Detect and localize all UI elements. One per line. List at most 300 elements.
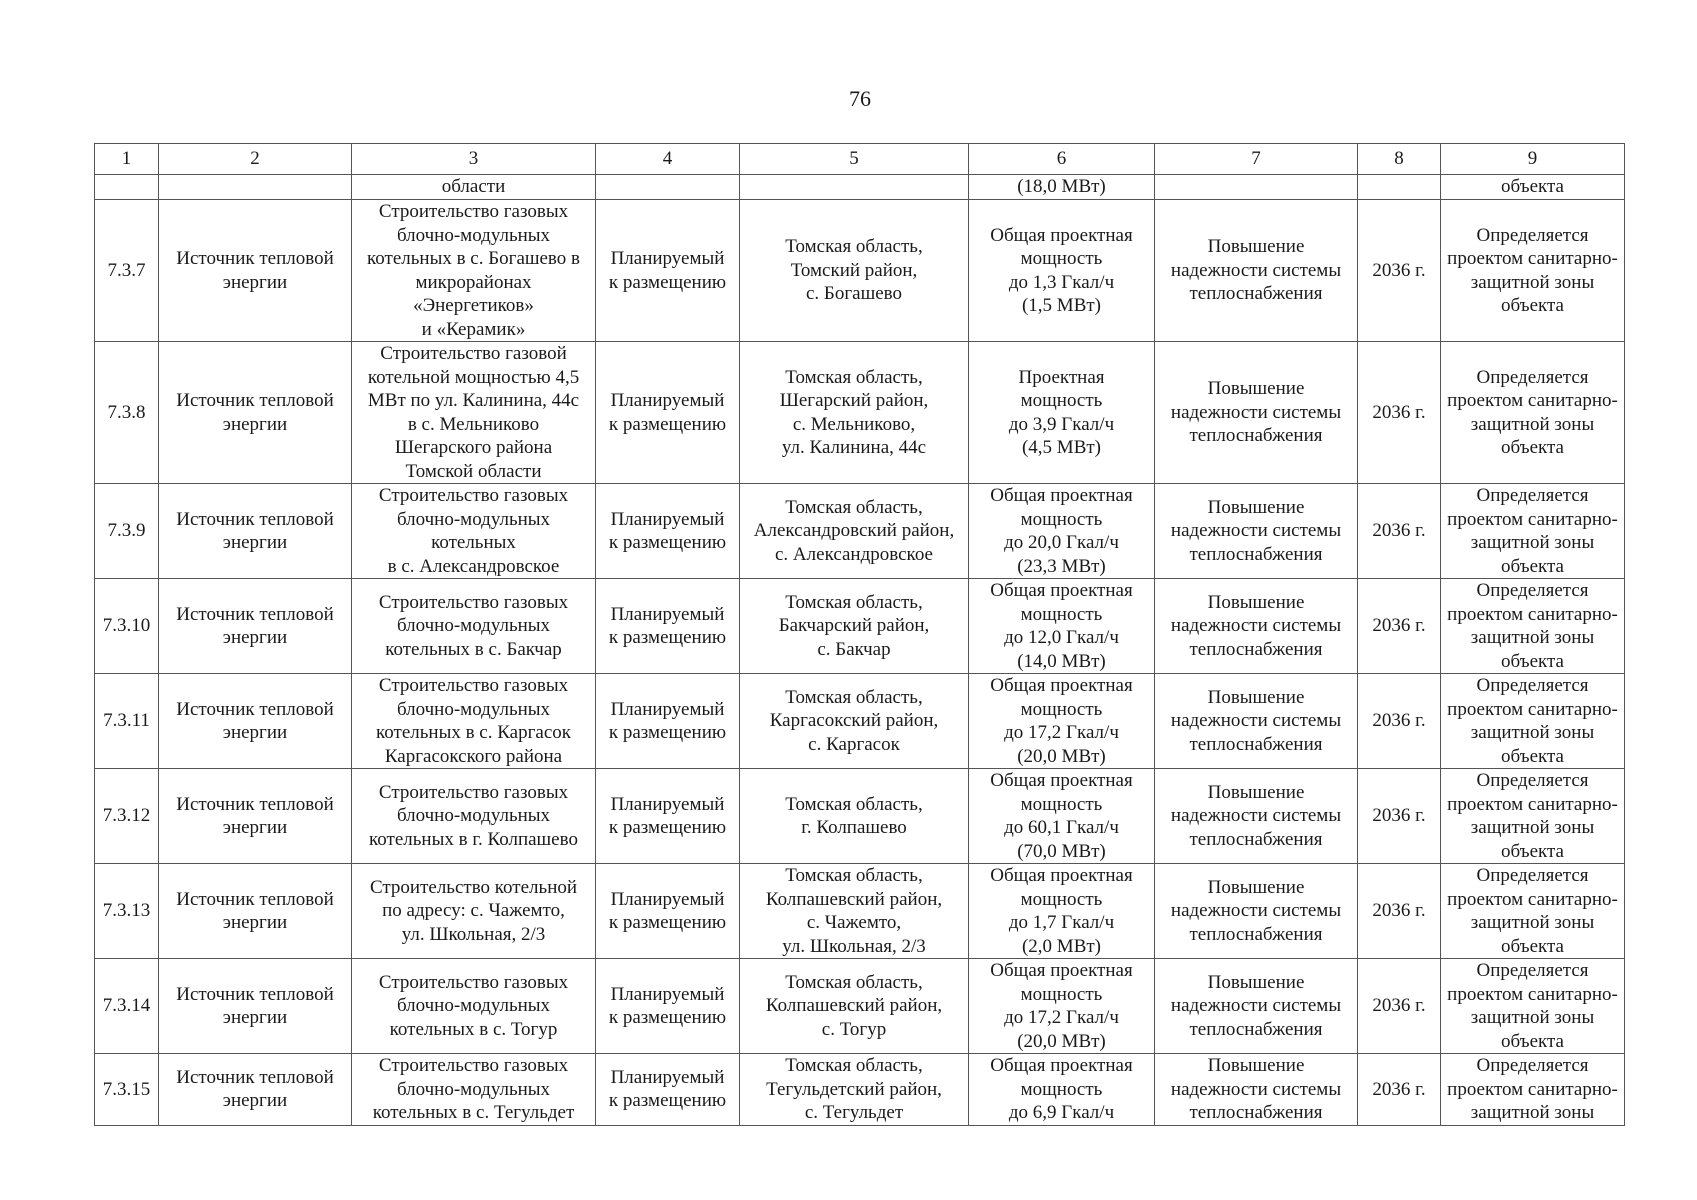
cell-text-line: ул. Школьная, 2/3 <box>782 935 926 957</box>
cell-text-line: Повышение <box>1207 686 1305 708</box>
cell-text-line: 2036 г. <box>1372 520 1426 542</box>
cell-text-line: Повышение <box>1207 591 1305 613</box>
zone-cell <box>1441 1054 1625 1126</box>
cell-text-line: Проектная <box>1018 366 1105 388</box>
table-body <box>95 144 1625 1126</box>
cell-text-line: проектом санитарно- <box>1447 698 1618 720</box>
cell-text-line: Планируемый <box>610 390 725 411</box>
cell-text-line: энергии <box>222 627 288 648</box>
cell-text-line: Повышение <box>1207 236 1305 258</box>
cell-text-line: Общая проектная <box>990 580 1133 601</box>
continuation-cell: области <box>352 175 596 200</box>
cell-text-line: Томской области <box>405 460 542 482</box>
cell-text-line: защитной зоны <box>1470 912 1595 933</box>
cell-text-line: котельных в с. Каргасок <box>376 722 571 743</box>
cell-text-line: до 17,2 Гкал/ч <box>1004 1007 1119 1028</box>
status-cell <box>596 769 740 864</box>
cell-text-line: с. Тегульдет <box>804 1102 904 1123</box>
cell-text-line: мощность <box>1020 698 1103 720</box>
cell-text-line: Источник тепловой <box>176 248 334 269</box>
cell-text-line: проектом санитарно- <box>1447 793 1618 815</box>
cell-text-line: котельных в с. Бакчар <box>385 638 562 660</box>
column-number-cell: 1 <box>95 144 159 175</box>
object-name-cell <box>352 864 596 959</box>
cell-text-line: Строительство газовых <box>378 201 569 222</box>
cell-text-line: Источник тепловой <box>176 508 334 530</box>
zone-cell <box>1441 579 1625 674</box>
cell-text-line: Общая проектная <box>990 865 1133 886</box>
cell-text-line: теплоснабжения <box>1189 638 1323 660</box>
cell-text-line: к размещению <box>608 413 727 435</box>
cell-text-line: Повышение <box>1207 971 1305 993</box>
location-cell <box>740 864 969 959</box>
cell-text-line: до 3,9 Гкал/ч <box>1008 413 1115 435</box>
status-cell <box>596 579 740 674</box>
cell-text-line: проектом санитарно- <box>1447 508 1618 530</box>
row-number-cell <box>95 1054 159 1126</box>
cell-text-line: Источник тепловой <box>176 888 334 910</box>
object-name-cell <box>352 769 596 864</box>
cell-text-line: Определяется <box>1476 770 1589 791</box>
purpose-cell <box>1155 1054 1358 1126</box>
cell-text-line: надежности системы <box>1170 401 1342 423</box>
cell-text-line: с. Богашево <box>806 283 902 305</box>
cell-text-line: Строительство газовых <box>378 971 569 993</box>
cell-text-line: энергии <box>222 271 288 293</box>
cell-text-line: до 12,0 Гкал/ч <box>1004 627 1119 648</box>
object-name-cell <box>352 959 596 1054</box>
cell-text-line: надежности системы <box>1170 520 1342 542</box>
row-number-cell <box>95 579 159 674</box>
cell-text-line: с. Каргасок <box>808 733 900 755</box>
capacity-cell <box>969 484 1155 579</box>
cell-text-line: мощность <box>1020 793 1103 815</box>
capacity-cell <box>969 1054 1155 1126</box>
cell-text-line: в с. Мельниково <box>407 413 540 435</box>
cell-text-line: Определяется <box>1476 960 1589 981</box>
cell-text-line: блочно-модульных <box>396 1078 551 1100</box>
cell-text-line: Общая проектная <box>990 485 1133 506</box>
row-number-cell <box>95 200 159 342</box>
cell-text-line: к размещению <box>608 1090 727 1112</box>
cell-text-line: защитной зоны <box>1470 1102 1595 1123</box>
cell-text-line: (20,0 МВт) <box>1017 745 1106 767</box>
cell-text-line: Тегульдетский район, <box>766 1078 942 1100</box>
cell-text-line: 2036 г. <box>1372 995 1426 1017</box>
row-number-cell <box>95 864 159 959</box>
cell-text-line: блочно-модульных <box>396 995 551 1017</box>
object-name-cell <box>352 484 596 579</box>
cell-text-line: (20,0 МВт) <box>1017 1030 1106 1052</box>
cell-text-line: Источник тепловой <box>176 698 334 720</box>
row-number-cell <box>95 769 159 864</box>
zone-cell <box>1441 674 1625 769</box>
cell-text-line: энергии <box>222 413 288 435</box>
cell-text-line: мощность <box>1020 1078 1103 1100</box>
cell-text-line: Определяется <box>1476 580 1589 601</box>
cell-text-line: Томская область, <box>785 1055 923 1076</box>
cell-text-line: 2036 г. <box>1372 900 1426 922</box>
cell-text-line: 2036 г. <box>1372 615 1426 637</box>
cell-text-line: до 1,3 Гкал/ч <box>1008 271 1115 293</box>
cell-text-line: Источник тепловой <box>176 390 334 411</box>
cell-text-line: Общая проектная <box>990 960 1133 981</box>
cell-text-line: Строительство газовых <box>378 675 569 696</box>
cell-text-line: энергии <box>222 1007 288 1028</box>
cell-text-line: проектом санитарно- <box>1447 248 1618 269</box>
cell-text-line: Общая проектная <box>990 224 1133 246</box>
cell-text-line: 7.3.15 <box>102 1078 151 1100</box>
cell-text-line: проектом санитарно- <box>1447 390 1618 411</box>
cell-text-line: с. Тогур <box>821 1018 887 1040</box>
object-type-cell <box>159 200 352 342</box>
cell-text-line: до 1,7 Гкал/ч <box>1008 912 1115 933</box>
cell-text-line: Определяется <box>1476 1055 1589 1076</box>
cell-text-line: защитной зоны <box>1470 532 1595 553</box>
cell-text-line: Александровский район, <box>753 520 955 542</box>
table-row <box>95 1054 1625 1126</box>
zone-cell <box>1441 200 1625 342</box>
cell-text-line: Шегарского района <box>394 437 553 458</box>
cell-text-line: по адресу: с. Чажемто, <box>382 900 565 922</box>
cell-text-line: Колпашевский район, <box>765 995 943 1017</box>
object-name-cell <box>352 200 596 342</box>
location-cell <box>740 1054 969 1126</box>
year-cell <box>1358 674 1441 769</box>
object-name-cell <box>352 342 596 484</box>
cell-text-line: (1,5 МВт) <box>1021 295 1102 316</box>
location-cell <box>740 579 969 674</box>
cell-text-line: Колпашевский район, <box>765 888 943 910</box>
row-number-cell <box>95 484 159 579</box>
cell-text-line: теплоснабжения <box>1189 543 1323 565</box>
cell-text-line: защитной зоны <box>1470 817 1595 838</box>
capacity-cell <box>969 864 1155 959</box>
cell-text-line: Определяется <box>1476 366 1589 388</box>
cell-text-line: блочно-модульных <box>396 698 551 720</box>
cell-text-line: Повышение <box>1207 876 1305 898</box>
cell-text-line: теплоснабжения <box>1189 283 1323 305</box>
cell-text-line: г. Колпашево <box>801 817 907 838</box>
column-number-row <box>95 144 1625 175</box>
cell-text-line: с. Александровское <box>775 543 933 565</box>
cell-text-line: Повышение <box>1207 496 1305 518</box>
cell-text-line: 7.3.7 <box>107 259 146 281</box>
cell-text-line: Томская область, <box>785 236 923 258</box>
cell-text-line: Общая проектная <box>990 770 1133 791</box>
zone-cell <box>1441 864 1625 959</box>
cell-text-line: (2,0 МВт) <box>1021 935 1102 957</box>
cell-text-line: Бакчарский район, <box>778 615 930 637</box>
cell-text-line: «Энергетиков» <box>413 295 534 316</box>
year-cell <box>1358 1054 1441 1126</box>
zone-cell <box>1441 959 1625 1054</box>
cell-text-line: 2036 г. <box>1372 805 1426 827</box>
cell-text-line: Источник тепловой <box>176 603 334 625</box>
cell-text-line: Повышение <box>1207 1055 1305 1076</box>
cell-text-line: теплоснабжения <box>1189 923 1323 945</box>
cell-text-line: Определяется <box>1476 865 1589 886</box>
cell-text-line: Планируемый <box>610 248 725 269</box>
cell-text-line: блочно-модульных <box>396 224 551 246</box>
cell-text-line: энергии <box>222 1090 288 1112</box>
column-number-cell: 8 <box>1358 144 1441 175</box>
cell-text-line: надежности системы <box>1170 995 1342 1017</box>
row-number-cell <box>95 674 159 769</box>
cell-text-line: в с. Александровское <box>387 555 560 577</box>
location-cell <box>740 200 969 342</box>
cell-text-line: Источник тепловой <box>176 983 334 1005</box>
cell-text-line: энергии <box>222 817 288 838</box>
cell-text-line: Томская область, <box>785 865 923 886</box>
cell-text-line: защитной зоны <box>1470 271 1595 293</box>
year-cell <box>1358 342 1441 484</box>
cell-text-line: к размещению <box>608 817 727 838</box>
cell-text-line: блочно-модульных <box>396 508 551 530</box>
cell-text-line: объекта <box>1501 745 1564 767</box>
cell-text-line: МВт по ул. Калинина, 44с <box>367 390 580 411</box>
cell-text-line: надежности системы <box>1170 1078 1342 1100</box>
cell-text-line: Источник тепловой <box>176 793 334 815</box>
status-cell <box>596 342 740 484</box>
cell-text-line: Томская область, <box>785 971 923 993</box>
row-number-cell <box>95 959 159 1054</box>
cell-text-line: (23,3 МВт) <box>1017 555 1106 577</box>
cell-text-line: 2036 г. <box>1372 710 1426 732</box>
cell-text-line: надежности системы <box>1170 900 1342 922</box>
cell-text-line: проектом санитарно- <box>1447 983 1618 1005</box>
continuation-row <box>95 175 1625 200</box>
cell-text-line: котельных <box>431 532 516 553</box>
cell-text-line: Планируемый <box>610 603 725 625</box>
capacity-cell <box>969 579 1155 674</box>
object-type-cell <box>159 769 352 864</box>
purpose-cell <box>1155 579 1358 674</box>
table-row <box>95 484 1625 579</box>
cell-text-line: проектом санитарно- <box>1447 888 1618 910</box>
cell-text-line: теплоснабжения <box>1189 733 1323 755</box>
status-cell <box>596 959 740 1054</box>
cell-text-line: мощность <box>1020 983 1103 1005</box>
cell-text-line: котельной мощностью 4,5 <box>367 366 580 388</box>
table-row <box>95 864 1625 959</box>
cell-text-line: мощность <box>1020 603 1103 625</box>
location-cell <box>740 769 969 864</box>
cell-text-line: проектом санитарно- <box>1447 1078 1618 1100</box>
cell-text-line: и «Керамик» <box>421 318 526 340</box>
cell-text-line: Томская область, <box>785 366 923 388</box>
cell-text-line: до 6,9 Гкал/ч <box>1008 1102 1115 1123</box>
cell-text-line: 7.3.8 <box>107 401 146 423</box>
cell-text-line: Томская область, <box>785 496 923 518</box>
cell-text-line: ул. Калинина, 44с <box>781 437 927 458</box>
cell-text-line: Повышение <box>1207 378 1305 400</box>
cell-text-line: Строительство газовых <box>378 485 569 506</box>
status-cell <box>596 200 740 342</box>
cell-text-line: Строительство газовой <box>380 343 567 364</box>
continuation-cell <box>1155 175 1358 200</box>
continuation-cell: объекта <box>1441 175 1625 200</box>
cell-text-line: Планируемый <box>610 698 725 720</box>
cell-text-line: 7.3.11 <box>103 710 150 732</box>
cell-text-line: теплоснабжения <box>1189 425 1323 447</box>
cell-text-line: котельных в с. Тогур <box>389 1018 558 1040</box>
object-type-cell <box>159 864 352 959</box>
cell-text-line: надежности системы <box>1170 805 1342 827</box>
purpose-cell <box>1155 200 1358 342</box>
cell-text-line: 7.3.12 <box>102 805 151 827</box>
page-number: 76 <box>849 86 871 111</box>
cell-text-line: защитной зоны <box>1470 1007 1595 1028</box>
cell-text-line: блочно-модульных <box>396 805 551 827</box>
location-cell <box>740 674 969 769</box>
table-row <box>95 200 1625 342</box>
cell-text-line: к размещению <box>608 912 727 933</box>
cell-text-line: к размещению <box>608 532 727 553</box>
cell-text-line: котельных в с. Тегульдет <box>372 1102 575 1123</box>
purpose-cell <box>1155 484 1358 579</box>
cell-text-line: мощность <box>1020 248 1103 269</box>
cell-text-line: до 60,1 Гкал/ч <box>1004 817 1119 838</box>
cell-text-line: микрорайонах <box>415 271 532 293</box>
cell-text-line: до 17,2 Гкал/ч <box>1004 722 1119 743</box>
zone-cell <box>1441 342 1625 484</box>
cell-text-line: объекта <box>1501 555 1564 577</box>
cell-text-line: Каргасокского района <box>384 745 563 767</box>
zone-cell <box>1441 484 1625 579</box>
status-cell <box>596 864 740 959</box>
cell-text-line: защитной зоны <box>1470 413 1595 435</box>
cell-text-line: надежности системы <box>1170 259 1342 281</box>
cell-text-line: Планируемый <box>610 508 725 530</box>
object-type-cell <box>159 484 352 579</box>
cell-text-line: объекта <box>1501 1030 1564 1052</box>
cell-text-line: к размещению <box>608 271 727 293</box>
cell-text-line: Определяется <box>1476 485 1589 506</box>
capacity-cell <box>969 769 1155 864</box>
cell-text-line: до 20,0 Гкал/ч <box>1004 532 1119 553</box>
cell-text-line: защитной зоны <box>1470 722 1595 743</box>
object-name-cell <box>352 674 596 769</box>
cell-text-line: 2036 г. <box>1372 1078 1426 1100</box>
cell-text-line: Каргасокский район, <box>769 710 939 732</box>
cell-text-line: Планируемый <box>610 983 725 1005</box>
cell-text-line: с. Чажемто, <box>806 912 902 933</box>
cell-text-line: с. Бакчар <box>817 638 891 660</box>
column-number-cell: 9 <box>1441 144 1625 175</box>
cell-text-line: теплоснабжения <box>1189 1018 1323 1040</box>
purpose-cell <box>1155 864 1358 959</box>
cell-text-line: (14,0 МВт) <box>1017 650 1106 672</box>
continuation-cell <box>95 175 159 200</box>
cell-text-line: мощность <box>1020 390 1103 411</box>
cell-text-line: объекта <box>1501 437 1564 458</box>
cell-text-line: 7.3.13 <box>102 900 151 922</box>
column-number-cell: 2 <box>159 144 352 175</box>
cell-text-line: Строительство газовых <box>378 591 569 613</box>
cell-text-line: котельных в с. Богашево в <box>367 248 580 269</box>
capacity-cell <box>969 342 1155 484</box>
cell-text-line: 2036 г. <box>1372 401 1426 423</box>
cell-text-line: Строительство газовых <box>378 1055 569 1076</box>
table-row <box>95 674 1625 769</box>
purpose-cell <box>1155 769 1358 864</box>
cell-text-line: Строительство газовых <box>378 781 569 803</box>
table-row <box>95 342 1625 484</box>
year-cell <box>1358 484 1441 579</box>
cell-text-line: надежности системы <box>1170 615 1342 637</box>
cell-text-line: к размещению <box>608 627 727 648</box>
cell-text-line: Общая проектная <box>990 675 1133 696</box>
cell-text-line: Томский район, <box>790 259 918 281</box>
cell-text-line: 7.3.14 <box>102 995 151 1017</box>
cell-text-line: теплоснабжения <box>1189 828 1323 850</box>
cell-text-line: энергии <box>222 912 288 933</box>
cell-text-line: энергии <box>222 532 288 553</box>
cell-text-line: проектом санитарно- <box>1447 603 1618 625</box>
year-cell <box>1358 959 1441 1054</box>
cell-text-line: Определяется <box>1476 224 1589 246</box>
object-name-cell <box>352 579 596 674</box>
purpose-cell <box>1155 959 1358 1054</box>
location-cell <box>740 342 969 484</box>
purpose-cell <box>1155 342 1358 484</box>
continuation-cell <box>740 175 969 200</box>
row-number-cell <box>95 342 159 484</box>
cell-text-line: Томская область, <box>785 591 923 613</box>
location-cell <box>740 959 969 1054</box>
cell-text-line: Томская область, <box>785 793 923 815</box>
year-cell <box>1358 200 1441 342</box>
cell-text-line: котельных в г. Колпашево <box>369 828 578 850</box>
capacity-cell <box>969 200 1155 342</box>
continuation-cell <box>159 175 352 200</box>
cell-text-line: Источник тепловой <box>176 1066 334 1088</box>
column-number-cell: 3 <box>352 144 596 175</box>
cell-text-line: объекта <box>1501 935 1564 957</box>
status-cell <box>596 674 740 769</box>
status-cell <box>596 484 740 579</box>
cell-text-line: Шегарский район, <box>779 390 929 411</box>
cell-text-line: ул. Школьная, 2/3 <box>401 923 546 945</box>
object-type-cell <box>159 1054 352 1126</box>
year-cell <box>1358 579 1441 674</box>
object-type-cell <box>159 674 352 769</box>
table-row <box>95 579 1625 674</box>
zone-cell <box>1441 769 1625 864</box>
cell-text-line: блочно-модульных <box>396 615 551 637</box>
cell-text-line: 7.3.10 <box>102 615 151 637</box>
cell-text-line: Томская область, <box>785 686 923 708</box>
cell-text-line: к размещению <box>608 722 727 743</box>
cell-text-line: Строительство котельной <box>369 876 578 898</box>
object-type-cell <box>159 342 352 484</box>
column-number-cell: 6 <box>969 144 1155 175</box>
status-cell <box>596 1054 740 1126</box>
data-table <box>94 143 1625 1126</box>
cell-text-line: к размещению <box>608 1007 727 1028</box>
column-number-cell: 4 <box>596 144 740 175</box>
year-cell <box>1358 864 1441 959</box>
cell-text-line: теплоснабжения <box>1189 1102 1323 1123</box>
column-number-cell: 7 <box>1155 144 1358 175</box>
cell-text-line: 2036 г. <box>1372 259 1426 281</box>
cell-text-line: (70,0 МВт) <box>1017 840 1106 862</box>
capacity-cell <box>969 674 1155 769</box>
cell-text-line: Планируемый <box>610 793 725 815</box>
table-row <box>95 959 1625 1054</box>
capacity-cell <box>969 959 1155 1054</box>
